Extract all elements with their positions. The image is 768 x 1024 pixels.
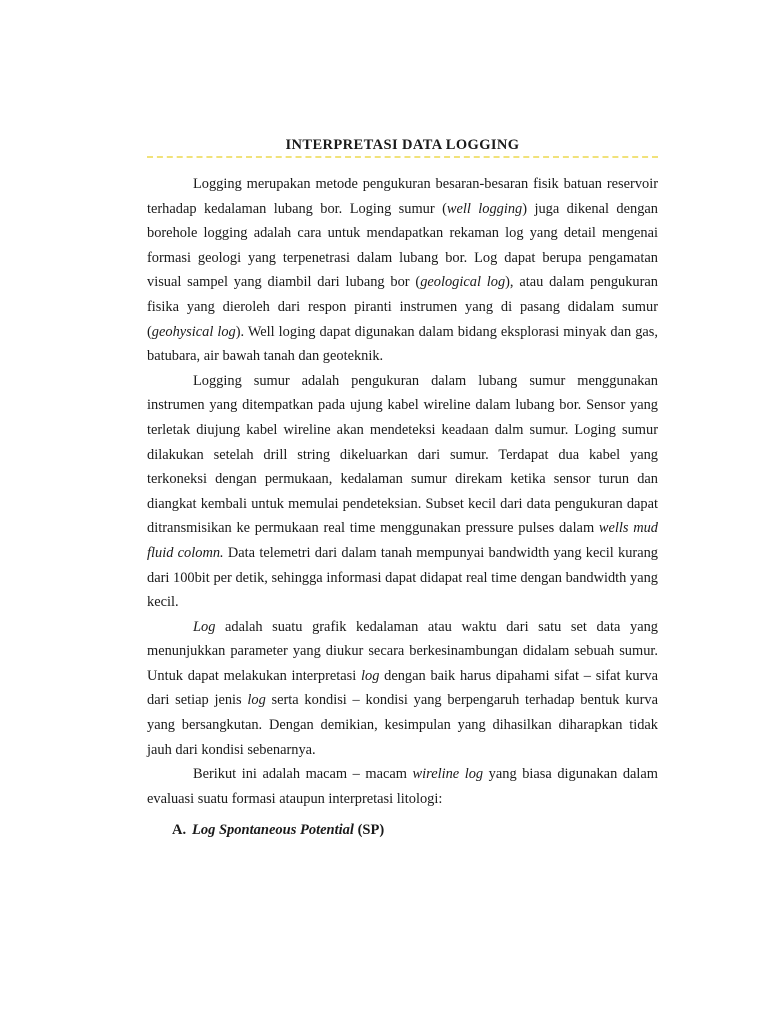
p1-italic-1: well logging: [446, 200, 523, 217]
p1-text-2: ) juga dikenal dengan borehole logging adalah cara untuk mendapatkan rekaman log yang detail mengenai formasi geologi yang terpenetrasi dalam lubang bor. Log dapat berupa pengamatan visual sampel yang diambil dari lubang bor (: [147, 200, 658, 291]
paragraph-4: [147, 762, 658, 811]
p3-italic-1: Log: [193, 618, 216, 635]
p1-text-1: Logging merupakan metode pengukuran besaran-besaran fisik batuan reservoir terhadap kedalaman lubang bor. Loging sumur (: [147, 176, 658, 217]
p4-italic-1: wireline log: [412, 766, 484, 783]
p1-text-4: ). Well loging dapat digunakan dalam bidang eksplorasi minyak dan gas, batubara, air bawah tanah dan geoteknik.: [147, 323, 658, 365]
p2-text-1: Logging sumur adalah pengukuran dalam lubang sumur menggunakan instrumen yang ditempatkan pada ujung kabel wireline dalam lubang bor. Sensor yang terletak diujung kabel wireline akan mendeteksi keadaan dalm sumur. Loging sumur dilakukan setelah drill string dikeluarkan dari sumur. Terdapat dua kabel yang terkoneksi dengan permukaan, kedalaman sumur direkam ketika sensor turun dan diangkat kembali untuk memulai pendeteksian. Subset kecil dari data pengukuran dapat ditransmisikan ke permukaan real time menggunakan pressure pulses dalam: [147, 372, 658, 537]
p3-text-2: dengan baik harus dipahami sifat – sifat kurva dari setiap jenis: [147, 667, 658, 709]
page-title: INTERPRETASI DATA LOGGING: [285, 137, 520, 153]
paragraph-3: [147, 615, 658, 763]
p3-text-1: adalah suatu grafik kedalaman atau waktu dari satu set data yang menunjukkan parameter yang diukur secara berkesinambungan didalam sebuah sumur. Untuk dapat melakukan interpretasi: [147, 618, 658, 684]
p4-text-2: yang biasa digunakan dalam evaluasi suatu formasi ataupun interpretasi litologi:: [147, 766, 658, 807]
section-a-title-rest: (SP): [353, 822, 385, 839]
title-underline: [147, 156, 658, 158]
p2-italic-1: wells mud fluid colomn.: [147, 520, 658, 561]
p2-text-2: Data telemetri dari dalam tanah mempunyai bandwidth yang kecil kurang dari 100bit per detik, sehingga informasi dapat didapat real time dengan bandwidth yang kecil.: [147, 544, 658, 611]
p3-text-3: serta kondisi – kondisi yang berpengaruh terhadap bentuk kurva yang bersangkutan. Dengan demikian, kesimpulan yang dihasilkan diharapkan tidak jauh dari kondisi sebenarnya.: [147, 692, 658, 758]
section-a-heading: [172, 819, 658, 841]
p1-italic-3: geohysical log: [151, 323, 236, 340]
section-a-letter: A.: [172, 822, 187, 839]
paragraph-2: [147, 369, 658, 615]
paragraph-1: [147, 172, 658, 369]
p3-italic-3: log: [247, 692, 266, 709]
section-a-title-italic: Log Spontaneous Potential: [192, 822, 354, 839]
p1-italic-2: geological log: [420, 274, 506, 291]
p4-text-1: Berikut ini adalah macam – macam: [193, 766, 413, 783]
p3-italic-2: log: [361, 667, 380, 684]
p1-text-3: ), atau dalam pengukuran fisika yang dieroleh dari respon piranti instrumen yang di pasang didalam sumur (: [147, 274, 658, 340]
